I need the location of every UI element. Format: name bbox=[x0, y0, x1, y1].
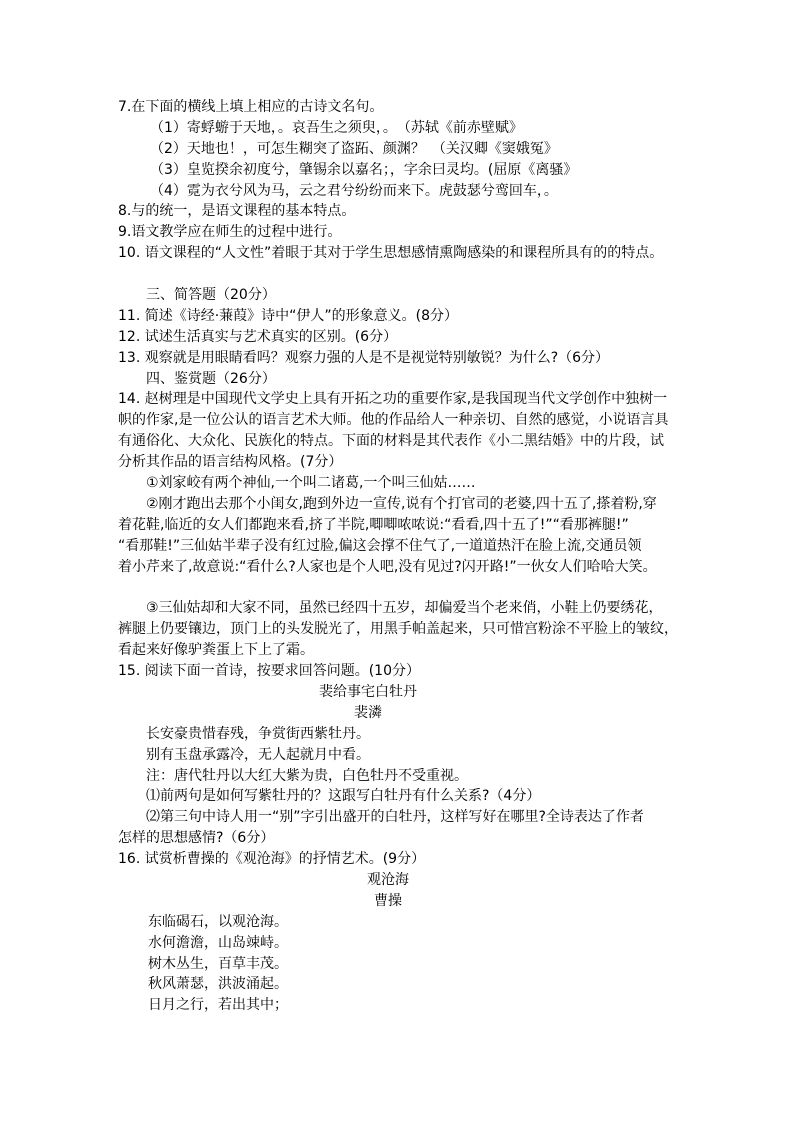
spacer bbox=[118, 264, 678, 285]
question-12: 12. 试述生活真实与艺术真实的区别。(6分） bbox=[118, 328, 398, 345]
question-13: 13. 观察就是用眼睛看吗？观察力强的人是不是视觉特别敏锐？为什么?（6分） bbox=[118, 349, 610, 366]
excerpt-2-line: 着花鞋,临近的女人们都跑来看,挤了半院,唧唧哝哝说:“看看,四十五了!”“看那裤腿!” bbox=[118, 516, 629, 533]
spacer bbox=[118, 577, 678, 598]
poem-line: 东临碣石，以观沧海。 bbox=[148, 913, 288, 930]
excerpt-3-line: ③三仙姑却和大家不同，虽然已经四十五岁，却偏爱当个老来俏，小鞋上仍要绣花， bbox=[146, 600, 663, 617]
excerpt-3-line: 看起来好像驴粪蛋上下上了霜。 bbox=[118, 642, 314, 659]
poem-line: 日月之行，若出其中； bbox=[148, 997, 288, 1014]
question-7-item-2: （2）天地也！，可怎生糊突了盗跖、颜渊？ （关汉卿《窦娥冤》 bbox=[150, 140, 558, 157]
poem-author: 裴潾 bbox=[354, 704, 382, 721]
question-8: 8.与的统一，是语文课程的基本特点。 bbox=[118, 203, 356, 220]
exam-page bbox=[118, 97, 678, 1016]
question-11: 11. 简述《诗经·蒹葭》诗中“伊人”的形象意义。(8分） bbox=[118, 307, 459, 324]
question-15-sub-2-cont: 怎样的思想感情?（6分） bbox=[118, 830, 275, 847]
poem-line: 长安豪贵惜春残，争赏街西紫牡丹。 bbox=[146, 725, 370, 742]
poem-title: 观沧海 bbox=[367, 871, 409, 888]
excerpt-1: ①刘家峧有两个神仙,一个叫二诸葛,一个叫三仙姑…… bbox=[146, 475, 476, 492]
excerpt-2-line: ②刚才跑出去那个小闺女,跑到外边一宣传,说有个打官司的老婆,四十五了,搽着粉,穿 bbox=[146, 495, 657, 512]
question-7-stem: 7.在下面的横线上填上相应的古诗文名句。 bbox=[118, 99, 384, 115]
question-15-sub-1: ⑴前两句是如何写紫牡丹的？这跟写白牡丹有什么关系?（4分） bbox=[146, 788, 541, 805]
question-9: 9.语文教学应在师生的过程中进行。 bbox=[118, 224, 342, 241]
excerpt-3-line: 裤腿上仍要镶边，顶门上的头发脱光了，用黑手帕盖起来，只可惜宫粉涂不平脸上的皱纹， bbox=[118, 621, 678, 638]
excerpt-2-line: 着小芹来了,故意说:“看什么?人家也是个人吧,没有见过?闪开路!”一伙女人们哈哈大笑。 bbox=[118, 558, 657, 575]
poem-line: 别有玉盘承露冷，无人起就月中看。 bbox=[146, 746, 370, 763]
poem-line: 秋风萧瑟，洪波涌起。 bbox=[148, 976, 288, 993]
question-7-item-4: （4）霓为衣兮风为马，云之君兮纷纷而来下。虎鼓瑟兮鸾回车，。 bbox=[150, 182, 558, 199]
section-3-heading: 三、简答题（20分） bbox=[146, 287, 276, 304]
section-4-heading: 四、鉴赏题（26分） bbox=[146, 370, 276, 387]
question-7-item-3: （3）皇览揆余初度兮，肇锡余以嘉名；，字余曰灵均。(屈原《离骚》 bbox=[150, 161, 578, 178]
poem-line: 树木丛生，百草丰茂。 bbox=[148, 955, 288, 972]
question-14-line: 分析其作品的语言结构风格。(7分） bbox=[118, 454, 343, 471]
poem-author: 曹操 bbox=[374, 892, 402, 909]
question-15-sub-2: ⑵第三句中诗人用一“别”字引出盛开的白牡丹，这样写好在哪里?全诗表达了作者 bbox=[146, 809, 644, 826]
question-15-stem: 15. 阅读下面一首诗，按要求回答问题。(10分） bbox=[118, 663, 420, 680]
question-14-line: 14. 赵树理是中国现代文学史上具有开拓之功的重要作家,是我国现当代文学创作中独树一 bbox=[118, 391, 668, 408]
question-10: 10. 语文课程的“人文性”着眼于其对于学生思想感情熏陶感染的和课程所具有的的特点。 bbox=[118, 245, 664, 262]
question-7-item-1: （1）寄蜉蝣于天地，。哀吾生之须臾，。 （苏轼《前赤壁赋》 bbox=[150, 119, 523, 136]
excerpt-2-line: “看那鞋!”三仙姑半辈子没有红过脸,偏这会撑不住气了,一道道热汗在脸上流,交通员领 bbox=[118, 537, 642, 554]
question-14-line: 有通俗化、大众化、民族化的特点。下面的材料是其代表作《小二黑结婚》中的片段，试 bbox=[118, 433, 664, 450]
poem-title: 裴给事宅白牡丹 bbox=[319, 683, 417, 700]
question-14-line: 帜的作家,是一位公认的语言艺术大师。他的作品给人一种亲切、自然的感觉，小说语言具 bbox=[118, 412, 669, 429]
poem-note: 注：唐代牡丹以大红大紫为贵，白色牡丹不受重视。 bbox=[146, 767, 468, 784]
question-16-stem: 16. 试赏析曹操的《观沧海》的抒情艺术。(9分） bbox=[118, 851, 426, 868]
poem-line: 水何澹澹，山岛竦峙。 bbox=[148, 934, 288, 951]
